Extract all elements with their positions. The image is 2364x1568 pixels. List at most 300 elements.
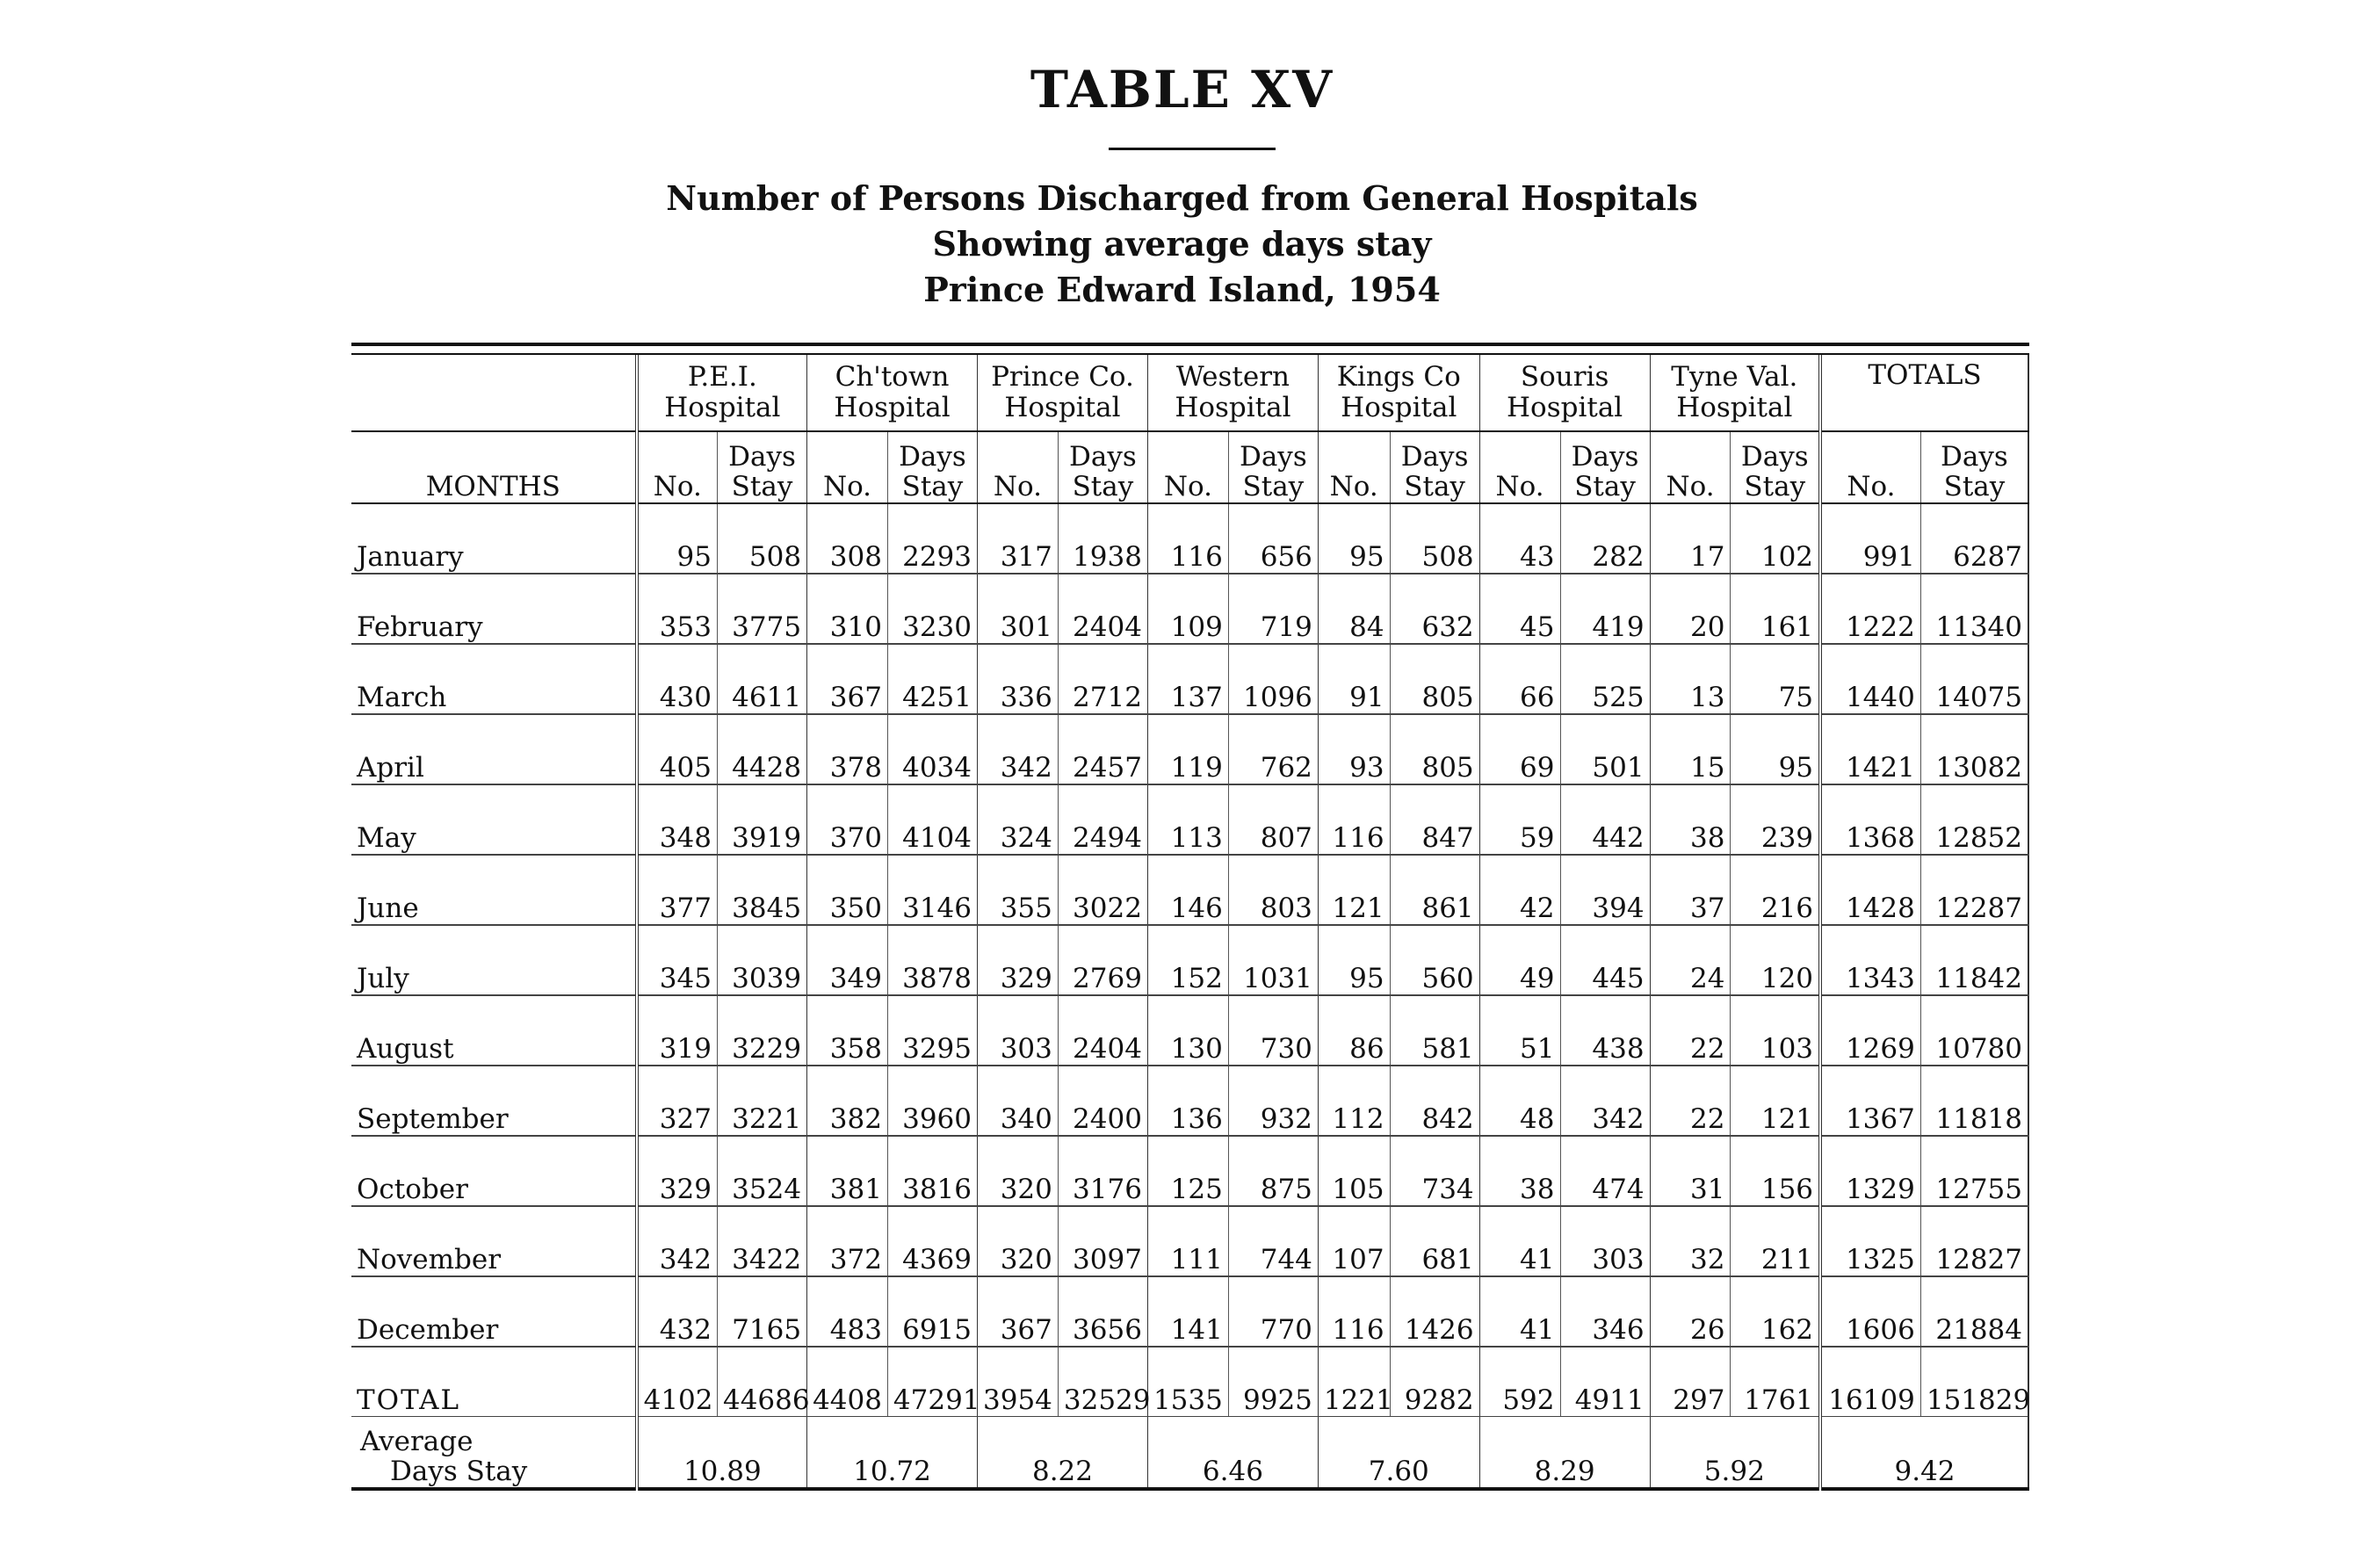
days-cell: 560 [1390, 925, 1479, 995]
count-cell: 37 [1650, 855, 1731, 925]
days-cell: 3039 [717, 925, 806, 995]
days-cell: 3878 [887, 925, 977, 995]
total-count-cell: 592 [1479, 1347, 1560, 1417]
days-cell: 805 [1390, 714, 1479, 784]
table-row [351, 714, 2028, 784]
total-days-cell: 1761 [1731, 1347, 1820, 1417]
days-cell: 216 [1731, 855, 1820, 925]
days-stay-header [1731, 431, 1820, 503]
count-cell: 327 [637, 1066, 718, 1136]
hospital-name: Souris [1520, 361, 1609, 394]
count-cell: 1325 [1820, 1206, 1920, 1276]
days-cell: 2769 [1058, 925, 1147, 995]
days-cell: 162 [1731, 1276, 1820, 1347]
days-label: Days [899, 440, 966, 473]
days-label: Days [1571, 440, 1639, 473]
hospital-name: Kings Co [1336, 361, 1461, 394]
days-cell: 12287 [1920, 855, 2028, 925]
table-body [351, 503, 2031, 1489]
days-cell: 3845 [717, 855, 806, 925]
count-cell: 329 [978, 925, 1059, 995]
count-cell: 42 [1479, 855, 1560, 925]
subtitle-line-2: Showing average days stay [932, 224, 1432, 264]
count-cell: 141 [1147, 1276, 1228, 1347]
average-cell: 10.89 [637, 1417, 807, 1490]
days-cell: 14075 [1920, 644, 2028, 714]
days-stay-header [887, 431, 977, 503]
days-cell: 4611 [717, 644, 806, 714]
table-row [351, 1276, 2028, 1347]
count-cell: 1222 [1820, 574, 1920, 644]
count-cell: 1343 [1820, 925, 1920, 995]
count-cell: 116 [1147, 503, 1228, 574]
total-row [351, 1347, 2028, 1417]
no-header: No. [1650, 431, 1731, 503]
count-cell: 17 [1650, 503, 1731, 574]
count-cell: 43 [1479, 503, 1560, 574]
hospital-header [1147, 355, 1318, 431]
subheader-row [351, 431, 2028, 503]
count-cell: 66 [1479, 644, 1560, 714]
days-cell: 734 [1390, 1136, 1479, 1206]
count-cell: 112 [1318, 1066, 1390, 1136]
days-cell: 95 [1731, 714, 1820, 784]
days-label: Days [1239, 440, 1307, 473]
count-cell: 49 [1479, 925, 1560, 995]
days-label: Days [1069, 440, 1137, 473]
total-count-cell: 4102 [637, 1347, 718, 1417]
days-cell: 3295 [887, 995, 977, 1066]
days-cell: 1031 [1228, 925, 1318, 995]
days-cell: 12827 [1920, 1206, 2028, 1276]
days-cell: 2404 [1058, 574, 1147, 644]
table-row [351, 574, 2028, 644]
days-cell: 2404 [1058, 995, 1147, 1066]
table-row [351, 1136, 2028, 1206]
count-cell: 136 [1147, 1066, 1228, 1136]
count-cell: 353 [637, 574, 718, 644]
hospital-header [807, 355, 978, 431]
count-cell: 1606 [1820, 1276, 1920, 1347]
count-cell: 1440 [1820, 644, 1920, 714]
hospital-header-row [351, 355, 2028, 431]
total-count-cell: 1221 [1318, 1347, 1390, 1417]
count-cell: 301 [978, 574, 1059, 644]
total-days-cell: 32529 [1058, 1347, 1147, 1417]
no-header: No. [978, 431, 1059, 503]
days-cell: 11818 [1920, 1066, 2028, 1136]
count-cell: 146 [1147, 855, 1228, 925]
hospital-sub: Hospital [1004, 392, 1121, 423]
no-header: No. [1147, 431, 1228, 503]
count-cell: 41 [1479, 1276, 1560, 1347]
table-row [351, 855, 2028, 925]
average-label-line-2: Days Stay [390, 1456, 528, 1488]
table-row [351, 925, 2028, 995]
stay-label: Stay [1242, 471, 1305, 503]
no-header: No. [637, 431, 718, 503]
days-cell: 3022 [1058, 855, 1147, 925]
days-stay-header [1920, 431, 2028, 503]
days-stay-header [717, 431, 806, 503]
days-cell: 681 [1390, 1206, 1479, 1276]
count-cell: 95 [637, 503, 718, 574]
average-label-line-1: Average [360, 1425, 474, 1457]
table-row [351, 995, 2028, 1066]
stay-label: Stay [1744, 471, 1806, 503]
hospital-header [1318, 355, 1479, 431]
count-cell: 367 [978, 1276, 1059, 1347]
no-header: No. [1318, 431, 1390, 503]
total-count-cell: 1535 [1147, 1347, 1228, 1417]
hospital-name: Western [1175, 361, 1290, 394]
month-label: September [351, 1066, 637, 1136]
count-cell: 32 [1650, 1206, 1731, 1276]
days-stay-header [1228, 431, 1318, 503]
count-cell: 22 [1650, 995, 1731, 1066]
hospital-sub: Hospital [664, 392, 781, 423]
count-cell: 432 [637, 1276, 718, 1347]
hospital-header [1479, 355, 1650, 431]
days-cell: 161 [1731, 574, 1820, 644]
month-label: June [351, 855, 637, 925]
count-cell: 430 [637, 644, 718, 714]
count-cell: 48 [1479, 1066, 1560, 1136]
count-cell: 93 [1318, 714, 1390, 784]
days-stay-header [1560, 431, 1650, 503]
count-cell: 91 [1318, 644, 1390, 714]
count-cell: 107 [1318, 1206, 1390, 1276]
month-label: February [351, 574, 637, 644]
days-cell: 438 [1560, 995, 1650, 1066]
month-label: November [351, 1206, 637, 1276]
days-cell: 6287 [1920, 503, 2028, 574]
hospital-name: Tyne Val. [1671, 361, 1798, 394]
count-cell: 378 [807, 714, 888, 784]
days-cell: 4104 [887, 784, 977, 855]
hospital-header [978, 355, 1148, 431]
count-cell: 320 [978, 1206, 1059, 1276]
days-cell: 656 [1228, 503, 1318, 574]
total-count-cell: 16109 [1820, 1347, 1920, 1417]
days-cell: 501 [1560, 714, 1650, 784]
count-cell: 84 [1318, 574, 1390, 644]
subtitle-line-1: Number of Persons Discharged from General Hospitals [666, 178, 1698, 218]
days-cell: 21884 [1920, 1276, 2028, 1347]
count-cell: 483 [807, 1276, 888, 1347]
count-cell: 345 [637, 925, 718, 995]
count-cell: 95 [1318, 925, 1390, 995]
count-cell: 38 [1650, 784, 1731, 855]
days-cell: 807 [1228, 784, 1318, 855]
count-cell: 59 [1479, 784, 1560, 855]
table-title: TABLE XV [1030, 60, 1334, 119]
days-cell: 282 [1560, 503, 1650, 574]
count-cell: 121 [1318, 855, 1390, 925]
count-cell: 51 [1479, 995, 1560, 1066]
days-cell: 4251 [887, 644, 977, 714]
count-cell: 113 [1147, 784, 1228, 855]
count-cell: 137 [1147, 644, 1228, 714]
hospital-sub: Hospital [834, 392, 951, 423]
total-count-cell: 297 [1650, 1347, 1731, 1417]
totals-header: TOTALS [1820, 355, 2028, 431]
days-cell: 3775 [717, 574, 806, 644]
stay-label: Stay [901, 471, 964, 503]
table-row [351, 644, 2028, 714]
no-header: No. [1820, 431, 1920, 503]
days-cell: 932 [1228, 1066, 1318, 1136]
count-cell: 20 [1650, 574, 1731, 644]
count-cell: 317 [978, 503, 1059, 574]
count-cell: 41 [1479, 1206, 1560, 1276]
count-cell: 329 [637, 1136, 718, 1206]
table-row [351, 1066, 2028, 1136]
average-cell: 9.42 [1820, 1417, 2028, 1490]
days-cell: 3524 [717, 1136, 806, 1206]
table-top-rule [351, 343, 2029, 346]
total-days-cell: 151829 [1920, 1347, 2028, 1417]
average-cell: 7.60 [1318, 1417, 1479, 1490]
days-cell: 75 [1731, 644, 1820, 714]
days-cell: 11842 [1920, 925, 2028, 995]
days-cell: 875 [1228, 1136, 1318, 1206]
days-cell: 6915 [887, 1276, 977, 1347]
days-cell: 3230 [887, 574, 977, 644]
days-cell: 3221 [717, 1066, 806, 1136]
table-row [351, 784, 2028, 855]
days-cell: 3229 [717, 995, 806, 1066]
count-cell: 116 [1318, 1276, 1390, 1347]
count-cell: 372 [807, 1206, 888, 1276]
count-cell: 382 [807, 1066, 888, 1136]
average-cell: 5.92 [1650, 1417, 1820, 1490]
days-cell: 1938 [1058, 503, 1147, 574]
total-days-cell: 4911 [1560, 1347, 1650, 1417]
hospital-sub: Hospital [1676, 392, 1793, 423]
count-cell: 86 [1318, 995, 1390, 1066]
count-cell: 320 [978, 1136, 1059, 1206]
days-cell: 581 [1390, 995, 1479, 1066]
days-cell: 346 [1560, 1276, 1650, 1347]
days-cell: 805 [1390, 644, 1479, 714]
days-cell: 1096 [1228, 644, 1318, 714]
days-cell: 3656 [1058, 1276, 1147, 1347]
header-blank [351, 355, 637, 431]
count-cell: 1269 [1820, 995, 1920, 1066]
hospital-name: P.E.I. [687, 361, 757, 394]
no-header: No. [1479, 431, 1560, 503]
days-cell: 239 [1731, 784, 1820, 855]
month-label: May [351, 784, 637, 855]
count-cell: 1368 [1820, 784, 1920, 855]
days-label: Days [1941, 440, 2008, 473]
days-label: Days [1740, 440, 1809, 473]
title-underline [1109, 148, 1276, 150]
count-cell: 381 [807, 1136, 888, 1206]
days-cell: 744 [1228, 1206, 1318, 1276]
count-cell: 1421 [1820, 714, 1920, 784]
days-cell: 847 [1390, 784, 1479, 855]
days-cell: 730 [1228, 995, 1318, 1066]
months-header: MONTHS [351, 431, 637, 503]
average-cell: 8.22 [978, 1417, 1148, 1490]
hospital-sub: Hospital [1341, 392, 1457, 423]
count-cell: 15 [1650, 714, 1731, 784]
average-cell: 8.29 [1479, 1417, 1650, 1490]
month-label: October [351, 1136, 637, 1206]
days-cell: 120 [1731, 925, 1820, 995]
days-cell: 762 [1228, 714, 1318, 784]
month-label: March [351, 644, 637, 714]
count-cell: 105 [1318, 1136, 1390, 1206]
total-days-cell: 9925 [1228, 1347, 1318, 1417]
count-cell: 69 [1479, 714, 1560, 784]
total-days-cell: 47291 [887, 1347, 977, 1417]
days-cell: 12852 [1920, 784, 2028, 855]
days-cell: 3960 [887, 1066, 977, 1136]
total-count-cell: 4408 [807, 1347, 888, 1417]
average-row [351, 1417, 2028, 1490]
days-cell: 508 [1390, 503, 1479, 574]
hospital-sub: Hospital [1175, 392, 1291, 423]
count-cell: 125 [1147, 1136, 1228, 1206]
count-cell: 349 [807, 925, 888, 995]
days-cell: 4034 [887, 714, 977, 784]
hospital-name: Prince Co. [991, 361, 1134, 394]
days-cell: 770 [1228, 1276, 1318, 1347]
days-cell: 2293 [887, 503, 977, 574]
days-cell: 4369 [887, 1206, 977, 1276]
days-cell: 103 [1731, 995, 1820, 1066]
count-cell: 405 [637, 714, 718, 784]
days-cell: 419 [1560, 574, 1650, 644]
days-cell: 632 [1390, 574, 1479, 644]
days-cell: 342 [1560, 1066, 1650, 1136]
count-cell: 319 [637, 995, 718, 1066]
stay-label: Stay [731, 471, 793, 503]
days-cell: 7165 [717, 1276, 806, 1347]
days-cell: 12755 [1920, 1136, 2028, 1206]
count-cell: 111 [1147, 1206, 1228, 1276]
days-cell: 442 [1560, 784, 1650, 855]
count-cell: 358 [807, 995, 888, 1066]
hospital-header [1650, 355, 1820, 431]
total-days-cell: 9282 [1390, 1347, 1479, 1417]
days-cell: 3097 [1058, 1206, 1147, 1276]
days-cell: 4428 [717, 714, 806, 784]
month-label: December [351, 1276, 637, 1347]
days-stay-header [1390, 431, 1479, 503]
days-cell: 13082 [1920, 714, 2028, 784]
count-cell: 342 [637, 1206, 718, 1276]
days-cell: 10780 [1920, 995, 2028, 1066]
days-cell: 719 [1228, 574, 1318, 644]
days-cell: 2494 [1058, 784, 1147, 855]
average-cell: 6.46 [1147, 1417, 1318, 1490]
days-cell: 3816 [887, 1136, 977, 1206]
days-cell: 211 [1731, 1206, 1820, 1276]
days-stay-header [1058, 431, 1147, 503]
month-label: April [351, 714, 637, 784]
days-cell: 525 [1560, 644, 1650, 714]
days-cell: 3919 [717, 784, 806, 855]
days-cell: 102 [1731, 503, 1820, 574]
stay-label: Stay [1072, 471, 1134, 503]
count-cell: 308 [807, 503, 888, 574]
count-cell: 130 [1147, 995, 1228, 1066]
count-cell: 350 [807, 855, 888, 925]
stay-label: Stay [1404, 471, 1465, 503]
stay-label: Stay [1574, 471, 1636, 503]
days-label: Days [728, 440, 796, 473]
average-cell: 10.72 [807, 1417, 978, 1490]
days-cell: 303 [1560, 1206, 1650, 1276]
count-cell: 116 [1318, 784, 1390, 855]
total-days-cell: 44686 [717, 1347, 806, 1417]
days-cell: 445 [1560, 925, 1650, 995]
count-cell: 324 [978, 784, 1059, 855]
total-count-cell: 3954 [978, 1347, 1059, 1417]
count-cell: 1367 [1820, 1066, 1920, 1136]
discharges-table [351, 355, 2029, 1491]
count-cell: 367 [807, 644, 888, 714]
days-cell: 394 [1560, 855, 1650, 925]
count-cell: 991 [1820, 503, 1920, 574]
count-cell: 38 [1479, 1136, 1560, 1206]
count-cell: 45 [1479, 574, 1560, 644]
table-row [351, 1206, 2028, 1276]
days-cell: 2400 [1058, 1066, 1147, 1136]
subtitle-line-3: Prince Edward Island, 1954 [923, 270, 1441, 309]
hospital-header [637, 355, 807, 431]
days-cell: 1426 [1390, 1276, 1479, 1347]
count-cell: 24 [1650, 925, 1731, 995]
days-cell: 3422 [717, 1206, 806, 1276]
days-cell: 508 [717, 503, 806, 574]
month-label: January [351, 503, 637, 574]
total-label: TOTAL [351, 1347, 637, 1417]
count-cell: 370 [807, 784, 888, 855]
stay-label: Stay [1943, 471, 2006, 503]
count-cell: 109 [1147, 574, 1228, 644]
month-label: August [351, 995, 637, 1066]
count-cell: 1428 [1820, 855, 1920, 925]
hospital-name: Ch'town [835, 361, 950, 394]
count-cell: 355 [978, 855, 1059, 925]
days-cell: 121 [1731, 1066, 1820, 1136]
no-header: No. [807, 431, 888, 503]
count-cell: 336 [978, 644, 1059, 714]
count-cell: 152 [1147, 925, 1228, 995]
days-label: Days [1400, 440, 1469, 473]
count-cell: 348 [637, 784, 718, 855]
days-cell: 803 [1228, 855, 1318, 925]
days-cell: 2712 [1058, 644, 1147, 714]
count-cell: 310 [807, 574, 888, 644]
count-cell: 95 [1318, 503, 1390, 574]
days-cell: 861 [1390, 855, 1479, 925]
table-row [351, 503, 2028, 574]
count-cell: 22 [1650, 1066, 1731, 1136]
days-cell: 3146 [887, 855, 977, 925]
average-label [351, 1417, 637, 1490]
days-cell: 3176 [1058, 1136, 1147, 1206]
count-cell: 31 [1650, 1136, 1731, 1206]
count-cell: 1329 [1820, 1136, 1920, 1206]
count-cell: 342 [978, 714, 1059, 784]
days-cell: 11340 [1920, 574, 2028, 644]
